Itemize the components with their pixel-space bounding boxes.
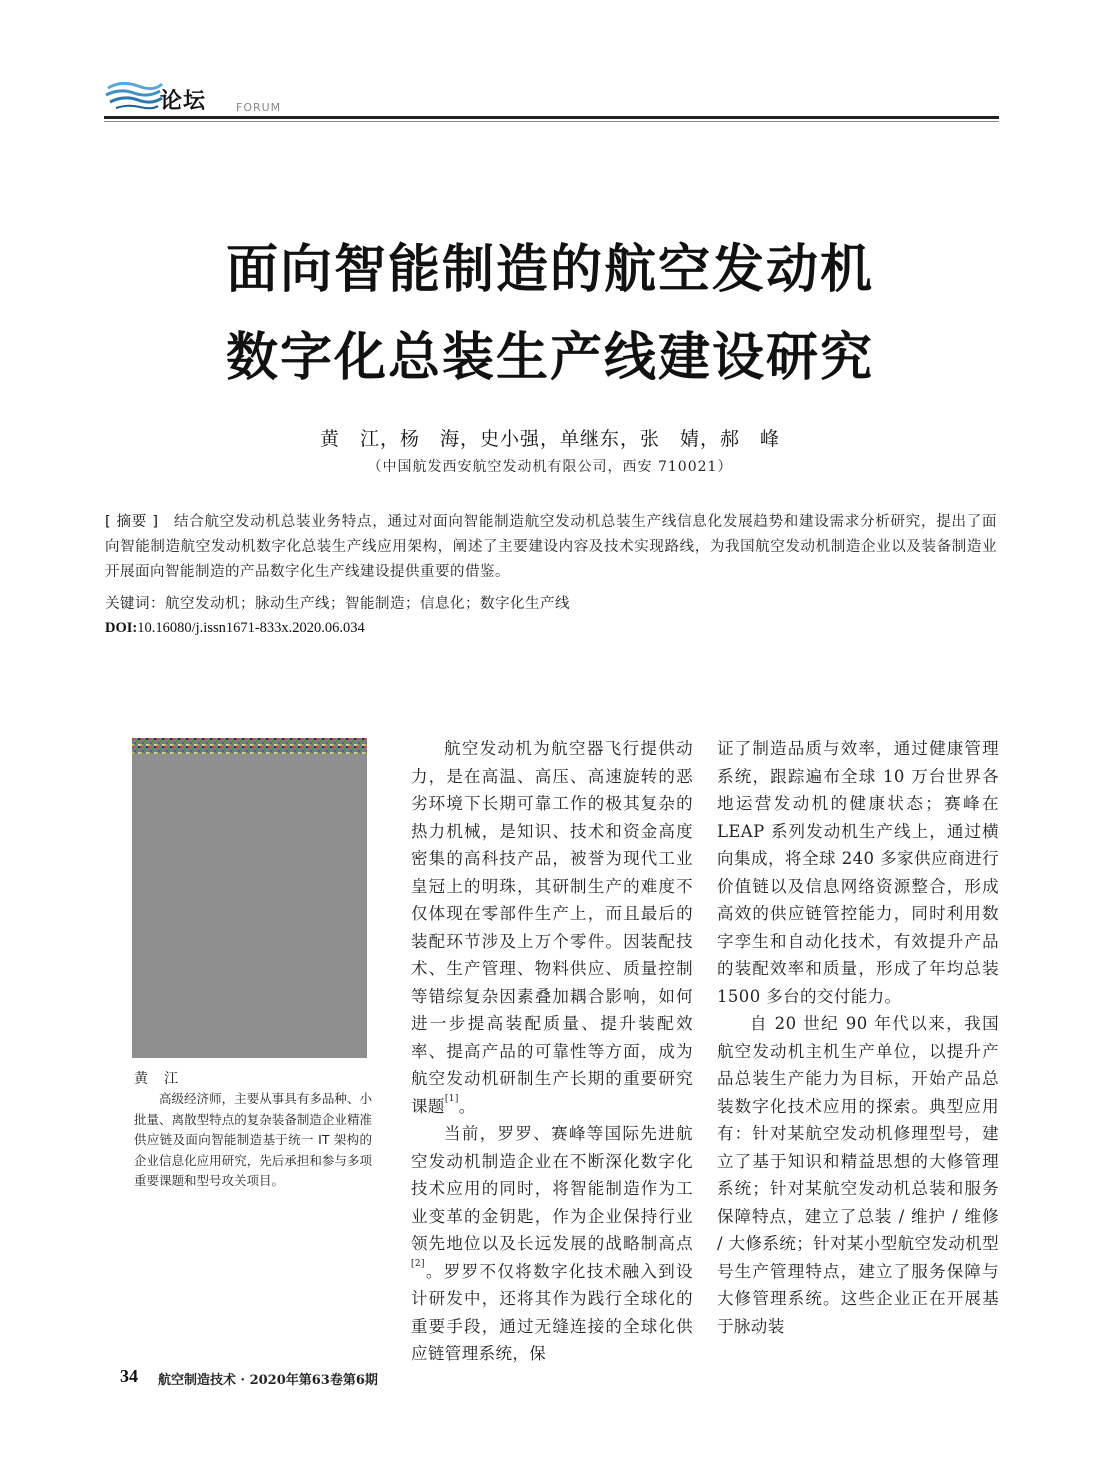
keywords <box>105 592 997 613</box>
header-rule-thin <box>104 121 999 122</box>
paragraph <box>411 1120 693 1368</box>
paragraph-text: 。罗罗不仅将数字化技术融入到设计研发中，还将其作为践行全球化的重要手段，通过无缝连接的全球化供应链管理系统，保 <box>411 1261 693 1363</box>
bio-text <box>134 1089 372 1192</box>
abstract-text: 结合航空发动机总装业务特点，通过对面向智能制造航空发动机总装生产线信息化发展趋势和建设需求分析研究，提出了面向智能制造航空发动机数字化总装生产线应用架构，阐述了主要建设内容及技术实现路线，为我国航空发动机制造企业以及装备制造业开展面向智能制造的产品数字化生产线建设提供重要的借鉴。 <box>105 514 997 580</box>
paragraph <box>411 735 693 1120</box>
paragraph-text: 当前，罗罗、赛峰等国际先进航空发动机制造企业在不断深化数字化技术应用的同时，将智能制造作为工业变革的金钥匙，作为企业保持行业领先地位以及长远发展的战略制高点 <box>411 1124 693 1253</box>
body-column-2 <box>717 735 999 1340</box>
section-label: 论坛 <box>160 89 207 114</box>
citation-ref: [1] <box>444 1093 459 1104</box>
body-column-1 <box>411 735 693 1368</box>
doi-label: DOI: <box>105 620 138 636</box>
bio-name: 黄 江 <box>134 1071 179 1087</box>
paragraph-text: 。 <box>458 1096 476 1116</box>
paragraph: 自 20 世纪 90 年代以来，我国航空发动机主机生产单位，以提升产品总装生产能力为目标，开始产品总装数字化技术应用的探索。典型应用有：针对某航空发动机修理型号，建立了基于知识和精益思想的大修管理系统；针对某航空发动机总装和服务保障特点，建立了总装 / 维护 / 维修 / 大修系统；针对某小型航空发动机型号生产管理特点，建立了服务保障与大修管理系统。这些企业正在开展基于脉动装 <box>717 1014 1000 1336</box>
doi <box>105 620 365 637</box>
paragraph: 证了制造品质与效率，通过健康管理系统，跟踪遍布全球 10 万台世界各地运营发动机的健康状态；赛峰在 LEAP 系列发动机生产线上，通过横向集成，将全球 240 多家供应商进行价值链以及信息网络资源整合，形成高效的供应链管控能力，同时利用数字孪生和自动化技术，有效提升产品的装配效率和质量，形成了年均总装 1500 多台的交付能力。 <box>717 739 999 1006</box>
affiliation: （中国航发西安航空发动机有限公司，西安 710021） <box>367 459 733 475</box>
title-line-1: 面向智能制造的航空发动机 <box>225 240 874 300</box>
journal-citation: 航空制造技术 · 2020年第63卷第6期 <box>158 1373 378 1388</box>
section-label-english: FORUM <box>236 101 282 114</box>
keywords-label: 关键词： <box>105 596 165 612</box>
author-list: 黄 江，杨 海，史小强，单继东，张 婧，郝 峰 <box>319 428 780 450</box>
citation-ref: [2] <box>411 1258 425 1269</box>
title-line-2: 数字化总装生产线建设研究 <box>225 328 874 388</box>
author-photo <box>132 738 367 1058</box>
keywords-text: 航空发动机；脉动生产线；智能制造；信息化；数字化生产线 <box>165 596 570 612</box>
header-rule <box>104 116 999 119</box>
abstract <box>105 510 997 585</box>
bio-text-content: 高级经济师，主要从事具有多品种、小批量、离散型特点的复杂装备制造企业精准供应链及面向智能制造基于统一 IT 架构的企业信息化应用研究，先后承担和参与多项重要课题和型号攻关项目。 <box>134 1091 372 1188</box>
photo-noise-strip <box>132 738 367 754</box>
page-number: 34 <box>120 1366 138 1386</box>
doi-value: 10.16080/j.issn1671-833x.2020.06.034 <box>137 620 365 636</box>
abstract-label: [ 摘要 ] <box>105 514 159 530</box>
forum-logo-icon <box>104 78 164 112</box>
paragraph-text: 航空发动机为航空器飞行提供动力，是在高温、高压、高速旋转的恶劣环境下长期可靠工作的极其复杂的热力机械，是知识、技术和资金高度密集的高科技产品，被誉为现代工业皇冠上的明珠，其研制生产的难度不仅体现在零部件生产上，而且最后的装配环节涉及上万个零件。因装配技术、生产管理、物料供应、质量控制等错综复杂因素叠加耦合影响，如何进一步提高装配质量、提升装配效率、提高产品的可靠性等方面，成为航空发动机研制生产长期的重要研究课题 <box>411 739 693 1116</box>
article-title <box>100 226 1000 402</box>
